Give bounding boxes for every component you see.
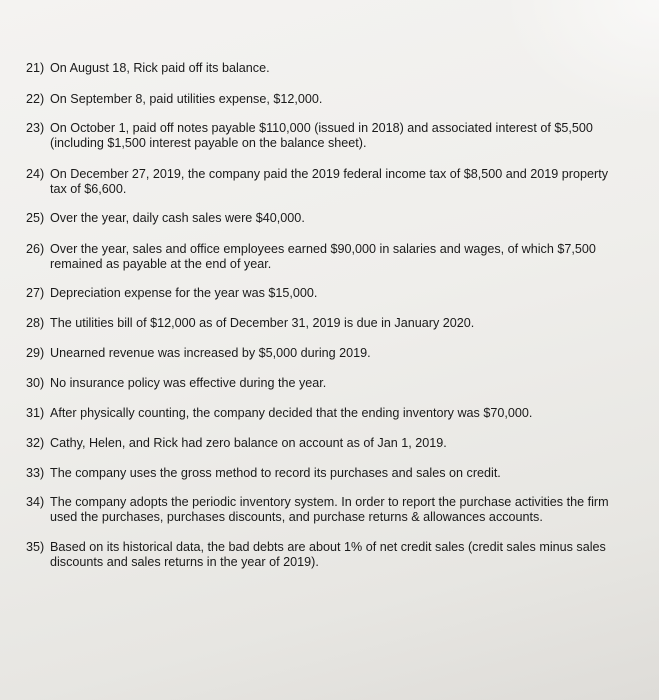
list-item [26,406,638,421]
item-number: 30) [26,376,45,390]
list-item [26,242,638,272]
list-item [26,61,638,76]
list-item [26,167,638,197]
list-item [26,495,638,525]
item-text: On August 18, Rick paid off its balance. [50,61,270,75]
item-number: 22) [26,92,45,106]
item-number: 29) [26,346,45,360]
item-number: 35) [26,540,45,554]
item-number: 28) [26,316,45,330]
list-item [26,466,638,481]
item-text: The company uses the gross method to record its purchases and sales on credit. [50,466,501,480]
item-number: 34) [26,495,45,509]
item-number: 31) [26,406,45,420]
list-item [26,211,638,226]
item-number: 21) [26,61,45,75]
list-item [26,540,638,570]
item-text: Cathy, Helen, and Rick had zero balance on account as of Jan 1, 2019. [50,436,447,450]
item-number: 23) [26,121,45,135]
list-item [26,286,638,301]
list-item [26,121,638,151]
transaction-list [26,61,638,570]
item-number: 32) [26,436,45,450]
item-text: Unearned revenue was increased by $5,000 during 2019. [50,346,371,360]
list-item [26,436,638,451]
item-text: Over the year, sales and office employees earned $90,000 in salaries and wages, of which $7,500 remained as payable at the end of year. [50,242,596,271]
item-number: 24) [26,167,45,181]
item-text: No insurance policy was effective during the year. [50,376,327,390]
item-text: On December 27, 2019, the company paid the 2019 federal income tax of $8,500 and 2019 property tax of $6,600. [50,167,608,196]
item-text: Based on its historical data, the bad debts are about 1% of net credit sales (credit sales minus sales discounts and sales returns in the year of 2019). [50,540,606,569]
list-item [26,92,638,107]
item-text: Depreciation expense for the year was $15,000. [50,286,318,300]
list-item [26,376,638,391]
list-item [26,316,638,331]
item-number: 26) [26,242,45,256]
item-text: The utilities bill of $12,000 as of December 31, 2019 is due in January 2020. [50,316,475,330]
item-text: Over the year, daily cash sales were $40,000. [50,211,305,225]
item-number: 25) [26,211,45,225]
item-number: 33) [26,466,45,480]
item-text: On October 1, paid off notes payable $110,000 (issued in 2018) and associated interest of $5,500 (including $1,500 interest payable on the balance sheet). [50,121,593,150]
item-text: After physically counting, the company decided that the ending inventory was $70,000. [50,406,533,420]
item-number: 27) [26,286,45,300]
list-item [26,346,638,361]
item-text: The company adopts the periodic inventory system. In order to report the purchase activities the firm used the purchases, purchases discounts, and purchase returns & allowances accounts. [50,495,609,524]
item-text: On September 8, paid utilities expense, $12,000. [50,92,323,106]
